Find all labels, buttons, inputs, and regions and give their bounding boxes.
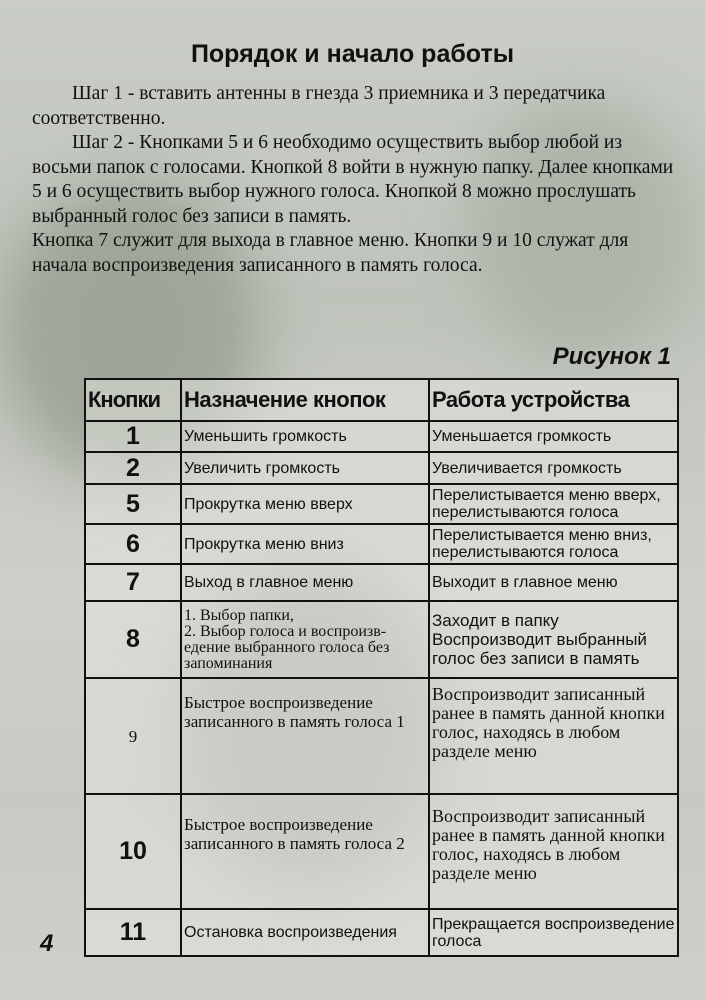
header-action: Работа устройства <box>429 379 678 421</box>
button-number: 1 <box>85 421 181 452</box>
table-row <box>85 601 678 678</box>
button-number: 7 <box>85 564 181 601</box>
device-action: Воспроизводит записанный ранее в память данной кнопки голос, находясь в любом разделе меню <box>429 678 678 794</box>
button-purpose: 1. Выбор папки, 2. Выбор голоса и воспроизв-едение выбранного голоса без запоминания <box>181 601 429 678</box>
table-header-row <box>85 379 678 421</box>
button-number: 6 <box>85 524 181 564</box>
table-row <box>85 678 678 794</box>
page-number: 4 <box>40 930 54 957</box>
table-row <box>85 421 678 452</box>
device-action: Прекращается воспроизведение голоса <box>429 909 678 956</box>
button-purpose: Прокрутка меню вниз <box>181 524 429 564</box>
button-number: 11 <box>85 909 181 956</box>
buttons-table <box>84 378 679 957</box>
table-row <box>85 909 678 956</box>
device-action: Воспроизводит записанный ранее в память данной кнопки голос, находясь в любом разделе меню <box>429 794 678 909</box>
device-action: Выходит в главное меню <box>429 564 678 601</box>
step-1-paragraph: Шаг 1 - вставить антенны в гнезда 3 приемника и 3 передатчика соответственно. <box>32 83 606 129</box>
header-buttons: Кнопки <box>85 379 181 421</box>
button-number: 2 <box>85 452 181 484</box>
button-purpose: Быстрое воспроизведение записанного в память голоса 2 <box>181 794 429 909</box>
button-number: 10 <box>85 794 181 909</box>
table-row <box>85 452 678 484</box>
buttons-paragraph: Кнопка 7 служит для выхода в главное меню. Кнопки 9 и 10 служат для начала воспроизведения записанного в память голоса. <box>32 230 629 276</box>
button-purpose: Прокрутка меню вверх <box>181 484 429 524</box>
button-purpose: Остановка воспроизведения <box>181 909 429 956</box>
table-row <box>85 484 678 524</box>
instructions <box>32 82 682 278</box>
button-number: 9 <box>85 678 181 794</box>
table-row <box>85 564 678 601</box>
device-action: Увеличивается громкость <box>429 452 678 484</box>
device-action: Перелистывается меню вниз, перелистываются голоса <box>429 524 678 564</box>
button-purpose: Выход в главное меню <box>181 564 429 601</box>
table-row <box>85 524 678 564</box>
button-purpose: Быстрое воспроизведение записанного в память голоса 1 <box>181 678 429 794</box>
button-number: 5 <box>85 484 181 524</box>
device-action: Перелистывается меню вверх, перелистываются голоса <box>429 484 678 524</box>
table-row <box>85 794 678 909</box>
device-action: Уменьшается громкость <box>429 421 678 452</box>
button-purpose: Увеличить громкость <box>181 452 429 484</box>
page-title: Порядок и начало работы <box>190 40 515 68</box>
button-purpose: Уменьшить громкость <box>181 421 429 452</box>
button-number: 8 <box>85 601 181 678</box>
device-action: Заходит в папку Воспроизводит выбранный голос без записи в память <box>429 601 678 678</box>
step-2-paragraph: Шаг 2 - Кнопками 5 и 6 необходимо осуществить выбор любой из восьми папок с голосами. Кнопкой 8 войти в нужную папку. Далее кнопками 5 и 6 осуществить выбор нужного голоса. Кнопкой 8 можно прослушать выбранный голос без записи в память. <box>32 132 674 227</box>
figure-label: Рисунок 1 <box>552 343 671 370</box>
header-purpose: Назначение кнопок <box>181 379 429 421</box>
